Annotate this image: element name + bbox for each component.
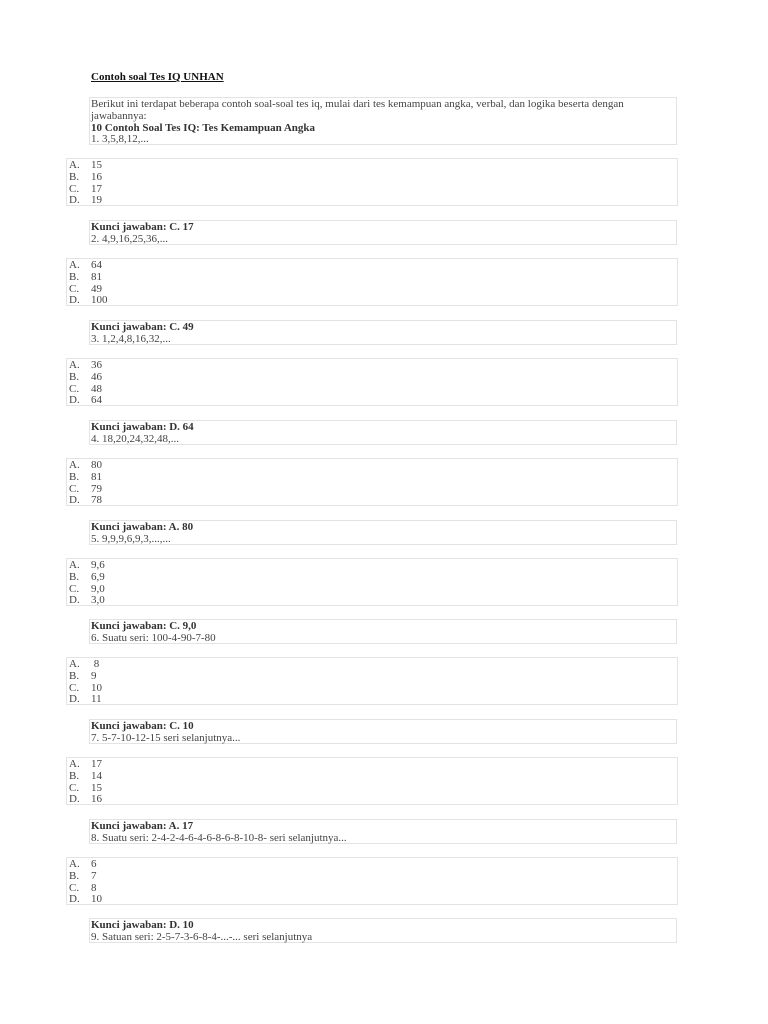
option-b: B. 16 (69, 170, 102, 183)
answer-box-q8 (89, 918, 677, 943)
option-d: D. 100 (69, 294, 108, 307)
option-c: C. 17 (69, 182, 102, 195)
answer-key: Kunci jawaban: C. 10 (91, 720, 194, 732)
option-a: A. 9,6 (69, 559, 105, 571)
intro-box (89, 97, 677, 145)
answer-key: Kunci jawaban: D. 10 (91, 919, 194, 931)
answer-box-q2 (89, 320, 677, 345)
option-b: B. 14 (69, 769, 102, 782)
option-b: B. 46 (69, 370, 102, 383)
option-c: C. 48 (69, 382, 102, 395)
option-b: B. 6,9 (69, 570, 105, 583)
option-a: A. 80 (69, 459, 102, 471)
option-d: D. 78 (69, 494, 102, 507)
option-c: C. 10 (69, 681, 102, 694)
question-1: 1. 3,5,8,12,... (91, 133, 149, 146)
answer-key: Kunci jawaban: A. 17 (91, 820, 194, 832)
option-c: C. 49 (69, 282, 102, 295)
options-q8 (66, 857, 678, 905)
question-6: 6. Suatu seri: 100-4-90-7-80 (91, 631, 216, 644)
answer-key: Kunci jawaban: C. 17 (91, 221, 194, 233)
options-q2 (66, 258, 678, 306)
option-c: C. 79 (69, 482, 102, 495)
option-b: B. 9 (69, 669, 97, 682)
answer-key: Kunci jawaban: A. 80 (91, 521, 194, 533)
answer-box-q6 (89, 719, 677, 744)
options-q6 (66, 657, 678, 705)
intro-text: Berikut ini terdapat beberapa contoh soal-soal tes iq, mulai dari tes kemampuan angka, verbal, dan logika beserta dengan jawabannya: (91, 98, 624, 122)
section-heading: 10 Contoh Soal Tes IQ: Tes Kemampuan Angka (91, 121, 316, 134)
option-d: D. 3,0 (69, 594, 105, 607)
question-5: 5. 9,9,9,6,9,3,...,... (91, 532, 171, 545)
option-d: D. 64 (69, 394, 102, 407)
document-title: Contoh soal Tes IQ UNHAN (91, 71, 224, 83)
answer-box-q5 (89, 619, 677, 644)
question-2: 2. 4,9,16,25,36,... (91, 232, 168, 245)
question-9: 9. Satuan seri: 2-5-7-3-6-8-4-...-... seri selanjutnya (91, 930, 313, 943)
option-b: B. 7 (69, 869, 97, 882)
question-3: 3. 1,2,4,8,16,32,... (91, 332, 171, 345)
answer-key: Kunci jawaban: C. 9,0 (91, 620, 197, 632)
answer-key: Kunci jawaban: D. 64 (91, 421, 194, 433)
options-q5 (66, 558, 678, 606)
options-q3 (66, 358, 678, 406)
option-a: A. 8 (69, 658, 100, 670)
option-a: A. 36 (69, 359, 102, 371)
options-q7 (66, 757, 678, 805)
option-c: C. 8 (69, 881, 97, 894)
answer-box-q3 (89, 420, 677, 445)
option-d: D. 10 (69, 893, 102, 906)
option-c: C. 15 (69, 781, 102, 794)
question-7: 7. 5-7-10-12-15 seri selanjutnya... (91, 731, 241, 744)
option-a: A. 17 (69, 758, 102, 770)
options-q1 (66, 158, 678, 206)
option-a: A. 6 (69, 858, 97, 870)
option-a: A. 15 (69, 159, 102, 171)
answer-box-q7 (89, 819, 677, 844)
question-8: 8. Suatu seri: 2-4-2-4-6-4-6-8-6-8-10-8- seri selanjutnya... (91, 831, 347, 844)
answer-box-q4 (89, 520, 677, 545)
option-d: D. 19 (69, 194, 102, 207)
question-4: 4. 18,20,24,32,48,... (91, 432, 179, 445)
option-a: A. 64 (69, 259, 102, 271)
option-b: B. 81 (69, 470, 102, 483)
option-c: C. 9,0 (69, 582, 105, 595)
option-d: D. 16 (69, 793, 102, 806)
option-b: B. 81 (69, 270, 102, 283)
options-q4 (66, 458, 678, 506)
option-d: D. 11 (69, 693, 102, 706)
answer-box-q1 (89, 220, 677, 245)
answer-key: Kunci jawaban: C. 49 (91, 321, 194, 333)
